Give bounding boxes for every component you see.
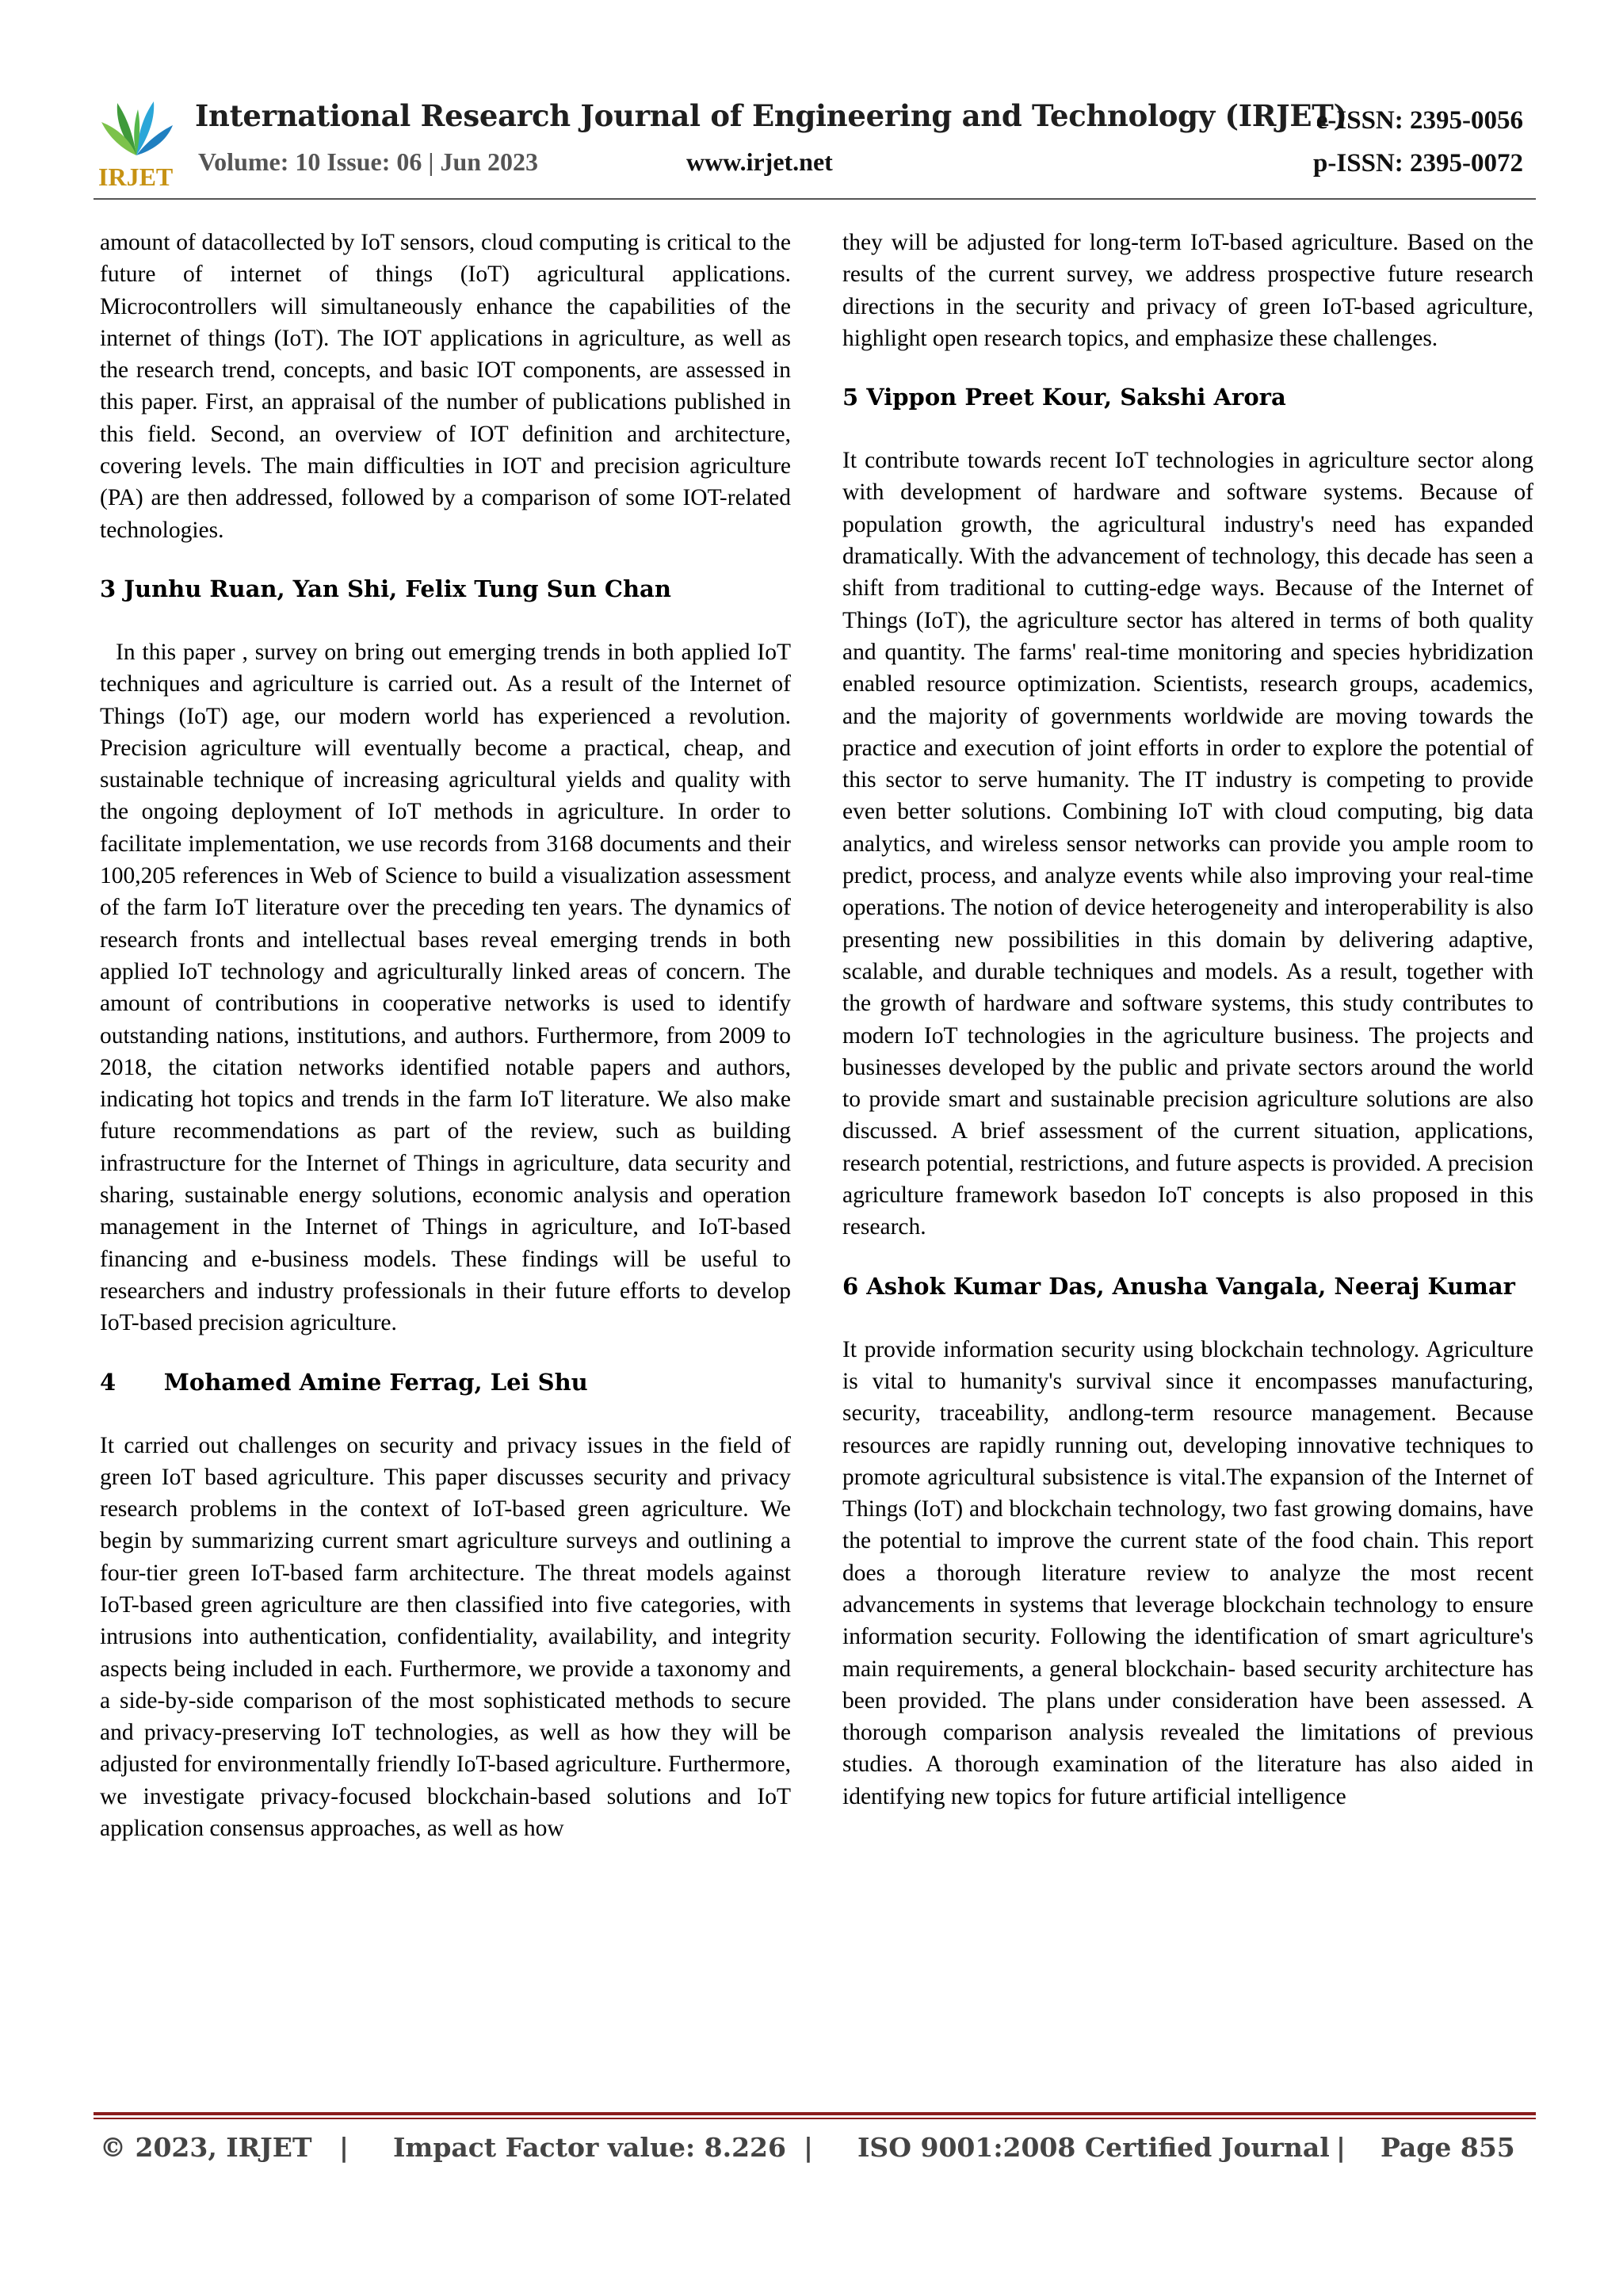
paragraph-continued: amount of datacollected by IoT sensors, cloud computing is critical to the future of internet of things (IoT) agricultural applications. Microcontrollers will simultaneously enhance the capabilities of the internet of things (IoT). The IOT applications in agriculture, as well as the research trend, concepts, and basic IOT components, are assessed in this paper. First, an appraisal of the number of publications published in this field. Second, an overview of IOT definition and architecture, covering levels. The main difficulties in IOT and precision agriculture (PA) are then addressed, followed by a comparison of some IOT-related technologies. (100, 230, 791, 543)
section-heading-4: 4 Mohamed Amine Ferrag, Lei Shu (100, 1368, 588, 1396)
e-issn: e-ISSN: 2395-0056 (1316, 106, 1523, 135)
section-heading-6: 6 Ashok Kumar Das, Anusha Vangala, Neeraj Kumar (842, 1272, 1515, 1300)
section-heading-3: 3 Junhu Ruan, Yan Shi, Felix Tung Sun Chan (100, 575, 671, 602)
p-issn: p-ISSN: 2395-0072 (1313, 149, 1523, 178)
logo-text: IRJET (98, 162, 174, 189)
page-footer (100, 2132, 1515, 2172)
header-divider (94, 198, 1536, 200)
section-heading-5: 5 Vippon Preet Kour, Sakshi Arora (842, 384, 1286, 411)
paragraph-das: It provide information security using blockchain technology. Agriculture is vital to humanity's survival since it encompasses manufacturing, security, traceability, andlong-term resource management. Because resources are rapidly running out, developing innovative techniques to promote agricultural subsistence is vital.The expansion of the Internet of Things (IoT) and blockchain technology, two fast growing domains, have the potential to improve the current state of the food chain. This report does a thorough literature review to analyze the most recent advancements in systems that leverage blockchain technology to ensure information security. Following the identification of smart agriculture's main requirements, a general blockchain- based security architecture has been provided. The plans under consideration have been assessed. A thorough comparison analysis revealed the limitations of previous studies. A thorough examination of the literature has also aided in identifying new topics for future artificial intelligence (842, 1336, 1533, 1809)
footer-divider-thick (94, 2112, 1536, 2115)
footer-page-number: Page 855 (1381, 2132, 1515, 2163)
paragraph-ferrag: It carried out challenges on security and privacy issues in the field of green IoT based agriculture. This paper discusses security and privacy research problems in the context of IoT-based green agriculture. We begin by summarizing current smart agriculture surveys and outlining a four-tier green IoT-based farm architecture. The threat models against IoT-based green agriculture are then classified into five categories, with intrusions into authentication, confidentiality, availability, and integrity aspects being included in each. Furthermore, we provide a taxonomy and a side-by-side comparison of the most sophisticated methods to secure and privacy-preserving IoT technologies, as well as how they will be adjusted for environmentally friendly IoT-based agriculture. Furthermore, we investigate privacy-focused blockchain-based solutions and IoT application consensus approaches, as well as how (100, 1432, 791, 1842)
footer-separator: | (339, 2132, 349, 2163)
footer-separator: | (1336, 2132, 1346, 2163)
left-column (100, 227, 791, 1844)
journal-title: International Research Journal of Engineering and Technology (IRJET) (195, 98, 1347, 133)
footer-iso: ISO 9001:2008 Certified Journal (857, 2132, 1330, 2163)
footer-separator: | (804, 2132, 814, 2163)
paragraph-kour: It contribute towards recent IoT technologies in agriculture sector along with development of hardware and software systems. Because of population growth, the agricultural industry's need has expanded dramatically. With the advancement of technology, this decade has seen a shift from traditional to cutting-edge ways. Because of the Internet of Things (IoT), the agriculture sector has altered in terms of both quality and quantity. The farms' real-time monitoring and species hybridization enabled resource optimization. Scientists, research groups, academics, and the majority of governments worldwide are moving towards the practice and execution of joint efforts in order to explore the potential of this sector to serve humanity. The IT industry is competing to provide even better solutions. Combining IoT with cloud computing, big data analytics, and wireless sensor networks can provide you ample room to predict, process, and analyze events while also improving your real-time operations. The notion of device heterogeneity and interoperability is also presenting new possibilities in this domain by delivering adaptive, scalable, and durable techniques and models. As a result, together with the growth of hardware and software systems, this study contributes to modern IoT technologies in the agriculture business. The projects and businesses developed by the public and private sectors around the world to provide smart and sustainable precision agriculture solutions are also discussed. A brief assessment of the current situation, applications, research potential, restrictions, and future aspects is provided. A precision agriculture framework basedon IoT concepts is also proposed in this research. (842, 448, 1533, 1240)
footer-copyright: © 2023, IRJET (100, 2132, 312, 2163)
leaf-logo-icon (94, 94, 179, 189)
footer-divider-thin (94, 2118, 1536, 2119)
irjet-logo (94, 94, 179, 189)
paragraph-continued-right: they will be adjusted for long-term IoT-based agriculture. Based on the results of the current survey, we address prospective future research directions in the security and privacy of green IoT-based agriculture, highlight open research topics, and emphasize these challenges. (842, 230, 1533, 351)
volume-issue: Volume: 10 Issue: 06 | Jun 2023 (198, 147, 539, 176)
journal-website-link[interactable]: www.irjet.net (686, 147, 833, 176)
paragraph-ruan: In this paper , survey on bring out emerging trends in both applied IoT techniques and agriculture is carried out. As a result of the Internet of Things (IoT) age, our modern world has experienced a revolution. Precision agriculture will eventually become a practical, cheap, and sustainable technique of increasing agricultural yields and quality with the ongoing deployment of IoT methods in agriculture. In order to facilitate implementation, we use records from 3168 documents and their 100,205 references in Web of Science to build a visualization assessment of the farm IoT literature over the preceding ten years. The dynamics of research fronts and intellectual bases reveal emerging trends in both applied IoT technology and agriculturally linked areas of concern. The amount of contributions in cooperative networks is used to identify outstanding nations, institutions, and authors. Furthermore, from 2009 to 2018, the citation networks identified notable papers and authors, indicating hot topics and trends in the farm IoT literature. We also make future recommendations as part of the review, such as building infrastructure for the Internet of Things in agriculture, data security and sharing, sustainable energy solutions, economic analysis and operation management in the Internet of Things in agriculture, and IoT-based financing and e-business models. These findings will be useful to researchers and industry professionals in their future efforts to develop IoT-based precision agriculture. (100, 639, 791, 1336)
footer-impact-factor: Impact Factor value: 8.226 (393, 2132, 786, 2163)
page-header (94, 94, 1536, 197)
right-column (842, 227, 1533, 1813)
